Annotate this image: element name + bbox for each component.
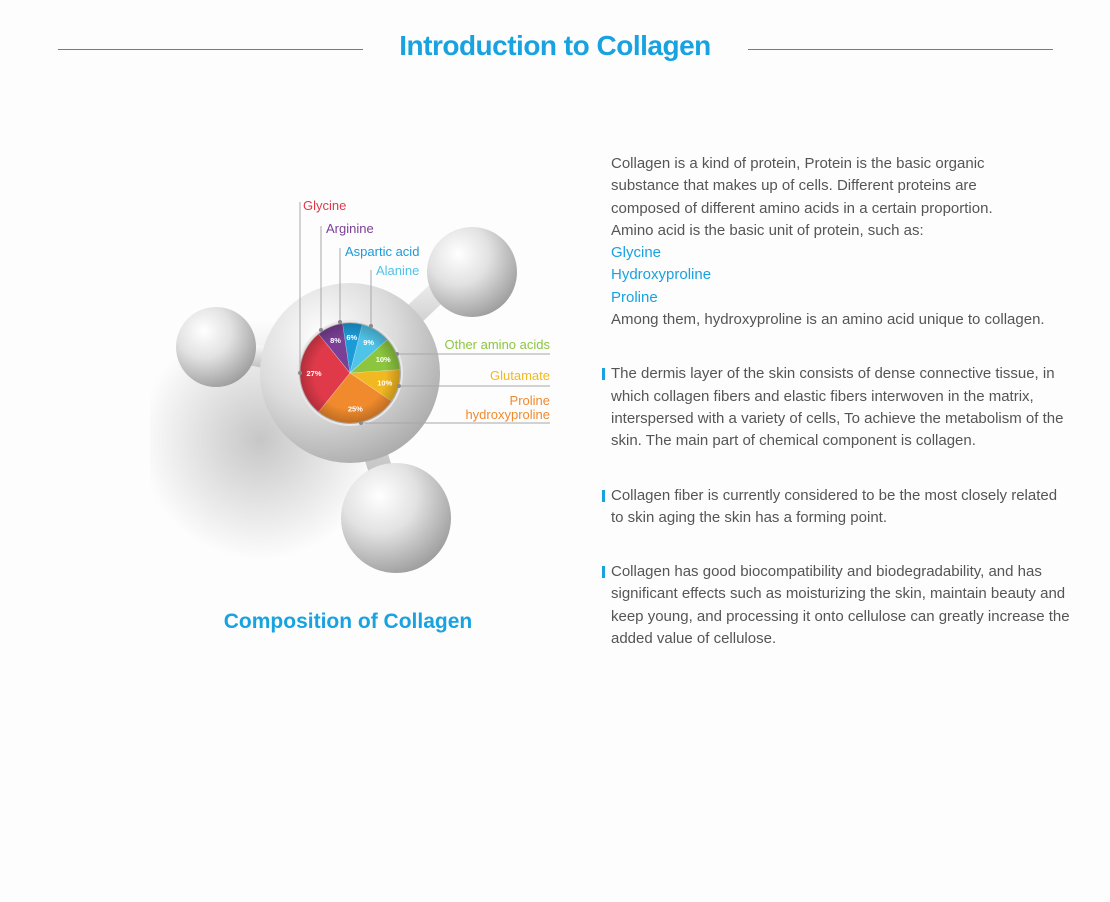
title-row (0, 28, 1110, 68)
paragraph-marker (602, 368, 605, 380)
molecule-svg (150, 190, 570, 600)
pie-percent-arginine: 8% (330, 336, 341, 346)
pie-percent-glutamate: 10% (377, 378, 393, 388)
label-aspartic-acid: Aspartic acid (345, 244, 420, 259)
paragraph-text: Collagen has good biocompatibility and biodegradability, and has significant effects such as moisturizing the skin, maintain beauty and keep young, and processing it onto cellulose can greatly increase the added value of cellulose. (611, 563, 1070, 648)
content-column (601, 153, 1071, 650)
label-glutamate: Glutamate (490, 368, 550, 383)
paragraph-aging (601, 485, 1071, 530)
paragraph-marker (602, 566, 605, 578)
amino-hydroxyproline: Hydroxyproline (611, 266, 712, 284)
dot-arginine (319, 328, 323, 332)
dot-glutamate (397, 384, 401, 388)
paragraph-text: Collagen fiber is currently considered to be the most closely related to skin aging the skin has a forming point. (611, 486, 1058, 526)
atom-bottom (341, 463, 451, 573)
amino-glycine: Glycine (611, 244, 662, 262)
pie-percent-alanine: 9% (363, 338, 375, 348)
pie-percent-other-amino-acids: 10% (375, 355, 391, 365)
label-alanine: Alanine (376, 263, 420, 278)
dot-proline (359, 421, 363, 425)
page-title: Introduction to Collagen (399, 30, 711, 61)
intro-line: Amino acid is the basic unit of protein, such as: (611, 221, 924, 239)
atom-left (176, 307, 256, 387)
collagen-molecule-diagram (150, 190, 570, 600)
intro-line: substance that makes up of cells. Different proteins are (611, 177, 977, 195)
intro-line: composed of different amino acids in a certain proportion. (611, 199, 993, 217)
intro-block (601, 153, 1071, 331)
label-hydroxyproline: hydroxyproline (465, 407, 550, 422)
intro-line: Collagen is a kind of protein, Protein is the basic organic (611, 155, 985, 172)
intro-closing: Among them, hydroxyproline is an amino acid unique to collagen. (611, 311, 1045, 329)
pie-percent-glycine: 27% (306, 369, 322, 378)
paragraph-dermis (601, 363, 1071, 452)
pie-percent-aspartic-acid: 6% (346, 333, 358, 343)
atom-top-right (427, 227, 517, 317)
paragraph-text: The dermis layer of the skin consists of dense connective tissue, in which collagen fibers and elastic fibers interwoven in the matrix, interspersed with a variety of cells, To achieve the metabolism of the skin. The main part of chemical component is collagen. (611, 365, 1064, 450)
diagram-caption: Composition of Collagen (223, 610, 473, 633)
label-other-amino-acids: Other amino acids (444, 337, 550, 352)
label-proline: Proline (509, 393, 550, 408)
label-glycine: Glycine (303, 198, 347, 213)
dot-alanine (369, 324, 373, 328)
pie-percent-proline-hydroxyproline: 25% (347, 404, 363, 414)
title-divider-right (748, 49, 1053, 50)
dot-other (395, 352, 399, 356)
paragraph-marker (602, 490, 605, 502)
dot-aspartic (338, 320, 342, 324)
dot-glycine (298, 371, 302, 375)
label-arginine: Arginine (326, 221, 374, 236)
amino-proline: Proline (611, 288, 658, 306)
paragraph-biocompatibility (601, 561, 1071, 650)
